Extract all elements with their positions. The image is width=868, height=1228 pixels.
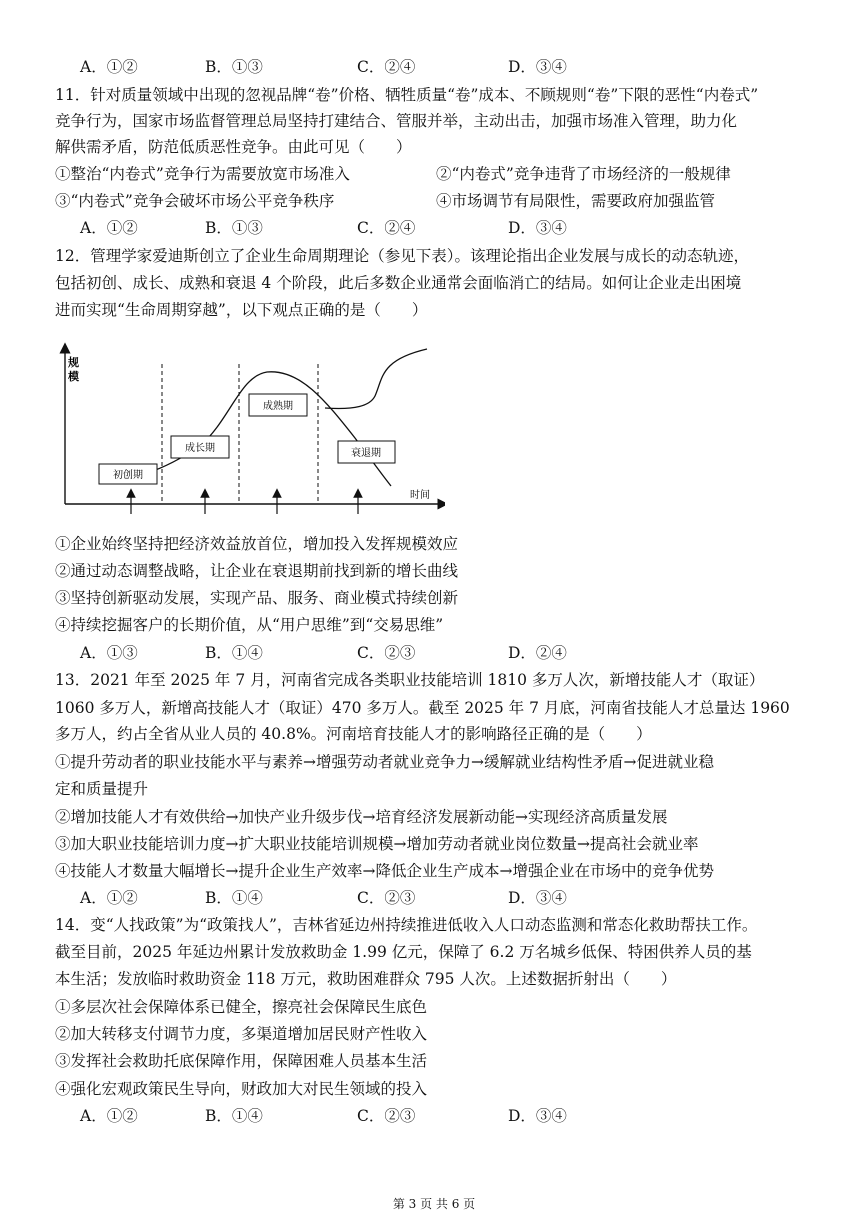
q14-option-c[interactable]: C．②③ (357, 1107, 416, 1125)
q12-item-4: ④持续挖掘客户的长期价值，从“用户思维”到“交易思维” (55, 616, 444, 634)
q10-option-d[interactable]: D．③④ (508, 58, 567, 76)
x-axis-label: 时间 (410, 490, 430, 501)
q14-stem-line-2: 截至目前，2025 年延边州累计发放救助金 1.99 亿元，保障了 6.2 万名城乡低保、特困供养人员的基 (55, 943, 752, 961)
q11-option-c[interactable]: C．②④ (357, 219, 416, 237)
q11-option-b[interactable]: B．①③ (205, 219, 263, 237)
q12-option-a[interactable]: A．①③ (80, 644, 138, 662)
q11-item-2: ②“内卷式”竞争违背了市场经济的一般规律 (436, 165, 731, 183)
life-cycle-diagram (55, 340, 445, 520)
q11-stem-line-2: 竞争行为，国家市场监督管理总局坚持打建结合、管服并举，主动出击，加强市场准入管理，助力化 (55, 112, 738, 130)
stage-label-decline: 衰退期 (351, 448, 381, 459)
q14-item-3: ③发挥社会救助托底保障作用，保障困难人员基本生活 (55, 1052, 428, 1070)
q11-stem-line-3: 解供需矛盾，防范低质恶性竞争。由此可见（ ） (55, 138, 412, 156)
q11-item-3: ③“内卷式”竞争会破坏市场公平竞争秩序 (55, 192, 335, 210)
q12-item-1: ①企业始终坚持把经济效益放首位，增加投入发挥规模效应 (55, 535, 459, 553)
q12-option-c[interactable]: C．②③ (357, 644, 416, 662)
q14-item-1: ①多层次社会保障体系已健全，擦亮社会保障民生底色 (55, 998, 428, 1016)
q13-item-4: ④技能人才数量大幅增长→提升企业生产效率→降低企业生产成本→增强企业在市场中的竞争优势 (55, 862, 714, 880)
stage-label-growth: 成长期 (185, 443, 215, 454)
q12-stem-line-3: 进而实现“生命周期穿越”，以下观点正确的是（ ） (55, 301, 428, 319)
q13-item-2: ②增加技能人才有效供给→加快产业升级步伐→培育经济发展新动能→实现经济高质量发展 (55, 808, 668, 826)
q13-option-d[interactable]: D．③④ (508, 889, 567, 907)
q11-option-d[interactable]: D．③④ (508, 219, 567, 237)
q14-option-d[interactable]: D．③④ (508, 1107, 567, 1125)
q12-option-d[interactable]: D．②④ (508, 644, 567, 662)
q10-option-c[interactable]: C．②④ (357, 58, 416, 76)
q11-option-a[interactable]: A．①② (80, 219, 138, 237)
q13-item-3: ③加大职业技能培训力度→扩大职业技能培训规模→增加劳动者就业岗位数量→提高社会就业率 (55, 835, 699, 853)
q10-option-a[interactable]: A．①② (80, 58, 138, 76)
q11-item-4: ④市场调节有局限性，需要政府加强监管 (436, 192, 716, 210)
q11-item-1: ①整治“内卷式”竞争行为需要放宽市场准入 (55, 165, 350, 183)
q13-option-b[interactable]: B．①④ (205, 889, 263, 907)
y-axis-label-char-1: 规 (68, 356, 79, 369)
second-growth-curve (325, 349, 427, 409)
y-axis-label (67, 355, 83, 383)
q13-option-a[interactable]: A．①② (80, 889, 138, 907)
q12-option-b[interactable]: B．①④ (205, 644, 263, 662)
q12-item-3: ③坚持创新驱动发展，实现产品、服务、商业模式持续创新 (55, 589, 459, 607)
q13-item-1: ①提升劳动者的职业技能水平与素养→增强劳动者就业竞争力→缓解就业结构性矛盾→促进就业稳 (55, 753, 714, 771)
q12-stem-line-1: 12．管理学家爱迪斯创立了企业生命周期理论（参见下表）。该理论指出企业发展与成长的动态轨迹， (55, 247, 749, 265)
q14-option-a[interactable]: A．①② (80, 1107, 138, 1125)
q13-stem-line-1: 13．2021 年至 2025 年 7 月，河南省完成各类职业技能培训 1810 多万人次，新增技能人才（取证） (55, 671, 765, 689)
page-number-footer: 第 3 页 共 6 页 (392, 1197, 476, 1211)
q13-stem-line-2: 1060 多万人，新增高技能人才（取证）470 多万人。截至 2025 年 7 月底，河南省技能人才总量达 1960 (55, 699, 790, 717)
stage-label-startup: 初创期 (113, 470, 143, 481)
q13-stem-line-3: 多万人，约占全省从业人员的 40.8%。河南培育技能人才的影响路径正确的是（ ） (55, 725, 652, 743)
y-axis-label-char-2: 模 (68, 370, 79, 383)
q12-item-2: ②通过动态调整战略，让企业在衰退期前找到新的增长曲线 (55, 562, 459, 580)
stage-label-maturity: 成熟期 (263, 401, 293, 412)
q10-option-b[interactable]: B．①③ (205, 58, 263, 76)
q13-item-1-continued: 定和质量提升 (55, 780, 149, 798)
q11-stem-line-1: 11．针对质量领域中出现的忽视品牌“卷”价格、牺牲质量“卷”成本、不顾规则“卷”下限的恶性“内卷式” (55, 86, 759, 104)
q14-stem-line-3: 本生活；发放临时救助资金 118 万元，救助困难群众 795 人次。上述数据折射出（ ） (55, 970, 677, 988)
q12-stem-line-2: 包括初创、成长、成熟和衰退 4 个阶段，此后多数企业通常会面临消亡的结局。如何让企业走出困境 (55, 274, 742, 292)
q14-item-2: ②加大转移支付调节力度，多渠道增加居民财产性收入 (55, 1025, 428, 1043)
q14-stem-line-1: 14．变“人找政策”为“政策找人”，吉林省延边州持续推进低收入人口动态监测和常态化救助帮扶工作。 (55, 916, 758, 934)
q13-option-c[interactable]: C．②③ (357, 889, 416, 907)
q14-item-4: ④强化宏观政策民生导向，财政加大对民生领域的投入 (55, 1080, 428, 1098)
q14-option-b[interactable]: B．①④ (205, 1107, 263, 1125)
